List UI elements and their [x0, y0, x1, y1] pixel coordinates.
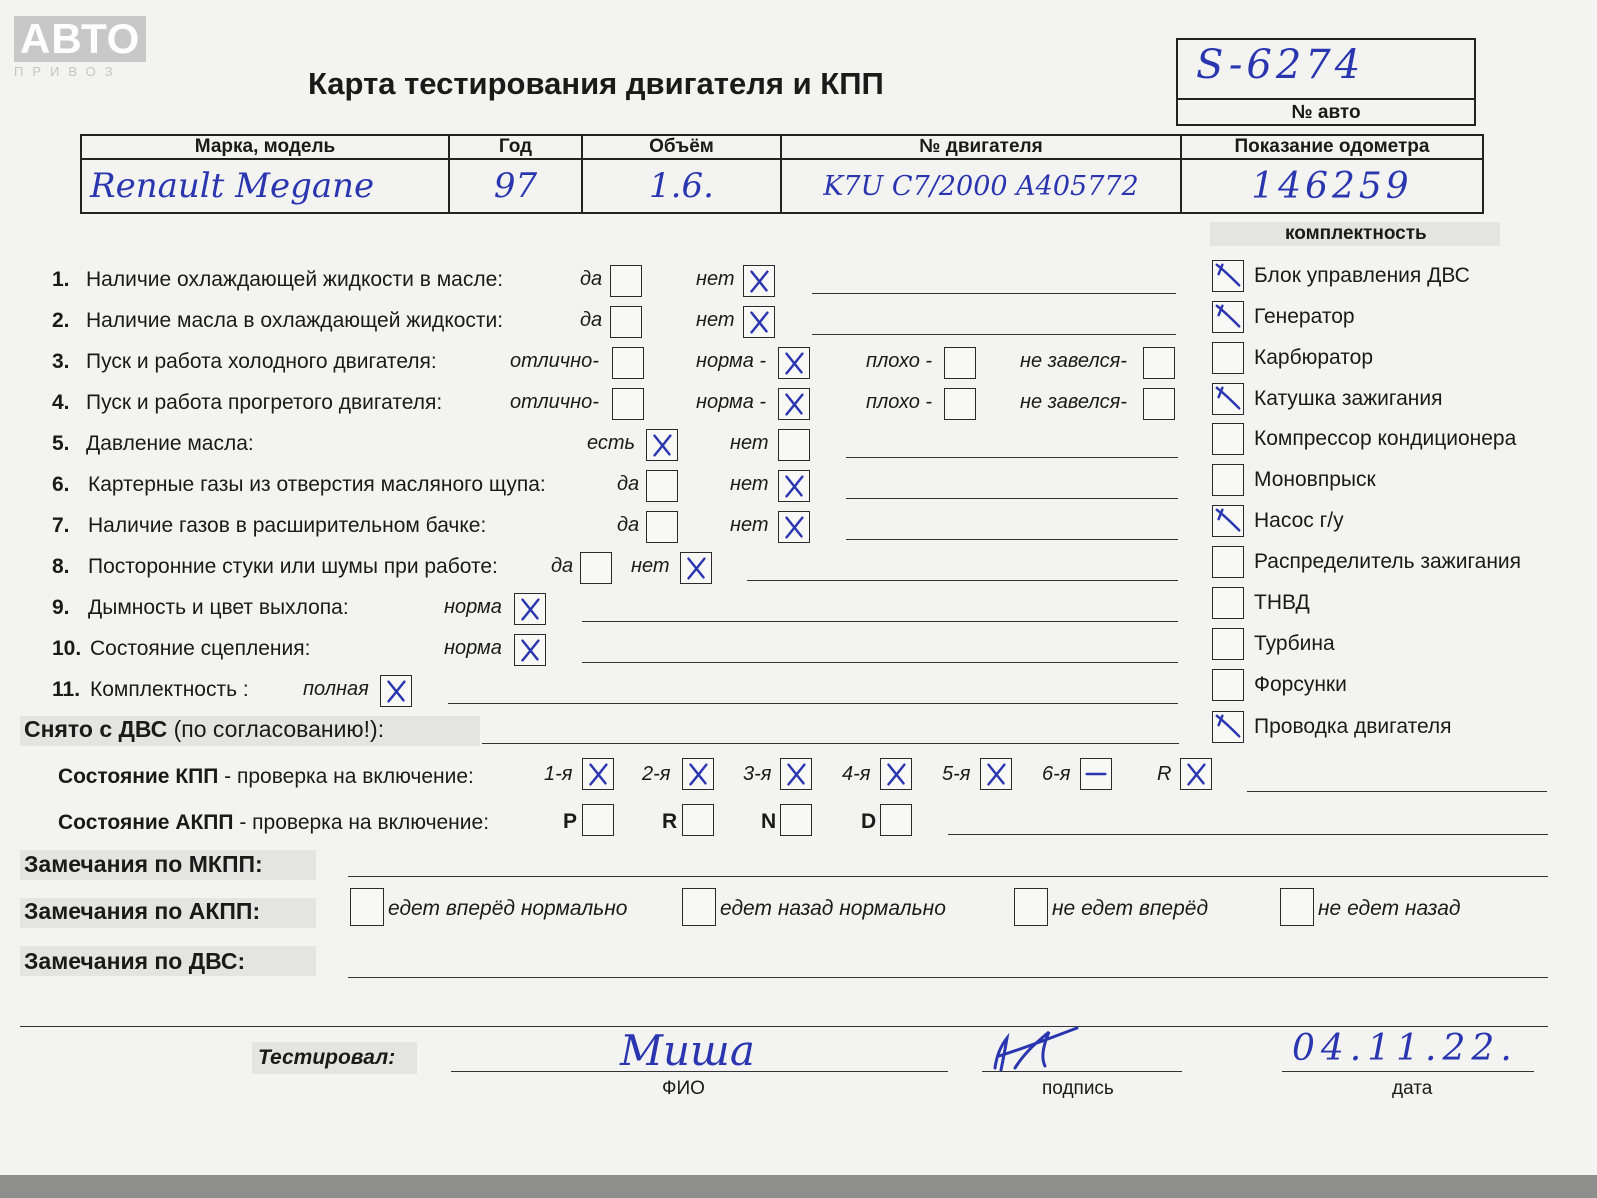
option-label: да	[580, 268, 603, 290]
gear-label: 4-я	[842, 763, 871, 785]
gear-label: R	[1157, 763, 1172, 785]
col-header-odometer: Показание одометра	[1181, 135, 1483, 159]
akpp-mode-label: N	[761, 810, 777, 833]
akpp-mode-checkbox[interactable]	[880, 804, 912, 836]
question-text: Давление масла:	[86, 432, 254, 455]
option-label: отлично-	[510, 350, 599, 372]
question-text: Пуск и работа холодного двигателя:	[86, 350, 437, 373]
option-label: норма -	[696, 350, 767, 372]
tested-by-label: Тестировал:	[258, 1046, 396, 1069]
gear-label: 2-я	[642, 763, 671, 785]
akpp-remark-label: не едет вперёд	[1052, 897, 1209, 920]
option-label: не завелся-	[1020, 391, 1127, 413]
kit-item-label: Блок управления ДВС	[1254, 264, 1470, 287]
answer-line	[582, 662, 1178, 663]
question-number: 6.	[52, 473, 70, 496]
date-label: дата	[1392, 1078, 1433, 1099]
kit-item-label: Распределитель зажигания	[1254, 550, 1522, 573]
gear-checkbox[interactable]	[1180, 758, 1212, 790]
auto-number-value: S-6274	[1196, 42, 1365, 88]
gear-label: 1-я	[544, 763, 573, 785]
question-text: Картерные газы из отверстия масляного щупа:	[88, 473, 546, 496]
option-checkbox[interactable]	[944, 388, 976, 420]
option-checkbox[interactable]	[778, 470, 810, 502]
akpp-remark-label: едет назад нормально	[720, 897, 946, 920]
question-text: Состояние сцепления:	[90, 637, 311, 660]
option-checkbox[interactable]	[380, 675, 412, 707]
question-number: 3.	[52, 350, 70, 373]
remarks-dvs-label: Замечания по ДВС:	[24, 948, 246, 974]
kit-checkbox[interactable]	[1212, 301, 1244, 333]
question-number: 8.	[52, 555, 70, 578]
option-label: плохо -	[866, 391, 933, 413]
answer-line	[747, 580, 1178, 581]
answer-line	[812, 293, 1176, 294]
gear-checkbox[interactable]	[780, 758, 812, 790]
kit-checkbox[interactable]	[1212, 260, 1244, 292]
col-header-engine-no: № двигателя	[781, 135, 1181, 159]
answer-line	[448, 703, 1178, 704]
kit-item-label: Карбюратор	[1254, 346, 1374, 369]
question-number: 11.	[52, 678, 81, 701]
question-number: 10.	[52, 637, 82, 660]
option-label: нет	[631, 555, 670, 577]
option-checkbox[interactable]	[646, 429, 678, 461]
akpp-mode-checkbox[interactable]	[582, 804, 614, 836]
option-checkbox[interactable]	[610, 265, 642, 297]
akpp-mode-label: R	[662, 810, 678, 833]
question-number: 2.	[52, 309, 70, 332]
question-number: 1.	[52, 268, 70, 291]
option-checkbox[interactable]	[944, 347, 976, 379]
kit-checkbox[interactable]	[1212, 383, 1244, 415]
tester-name: Миша	[620, 1026, 755, 1075]
kit-checkbox[interactable]	[1212, 587, 1244, 619]
test-date: 04.11.22.	[1292, 1028, 1518, 1069]
akpp-remark-checkbox[interactable]	[350, 888, 384, 926]
gear-label: 3-я	[743, 763, 772, 785]
card-title: Карта тестирования двигателя и КПП	[308, 66, 884, 101]
kit-checkbox[interactable]	[1212, 464, 1244, 496]
remarks-mkpp-label: Замечания по МКПП:	[24, 851, 263, 877]
akpp-remark-checkbox[interactable]	[682, 888, 716, 926]
kit-item-label: Компрессор кондиционера	[1254, 427, 1517, 450]
kpp-label: Состояние КПП - проверка на включение:	[58, 765, 474, 788]
answer-line	[846, 457, 1178, 458]
option-label: есть	[587, 432, 636, 454]
question-number: 5.	[52, 432, 70, 455]
kit-item-label: ТНВД	[1254, 591, 1310, 614]
auto-number-box	[1176, 38, 1476, 126]
logo	[14, 16, 146, 79]
fio-label: ФИО	[662, 1078, 705, 1099]
kit-checkbox[interactable]	[1212, 505, 1244, 537]
kit-item-label: Генератор	[1254, 305, 1355, 328]
kit-item-label: Турбина	[1254, 632, 1335, 655]
gear-checkbox[interactable]	[980, 758, 1012, 790]
kit-checkbox[interactable]	[1212, 669, 1244, 701]
kit-item-label: Форсунки	[1254, 673, 1347, 696]
option-checkbox[interactable]	[612, 388, 644, 420]
question-number: 4.	[52, 391, 70, 414]
kit-checkbox[interactable]	[1212, 342, 1244, 374]
option-checkbox[interactable]	[610, 306, 642, 338]
answer-line	[582, 621, 1178, 622]
option-label: нет	[730, 473, 769, 495]
question-text: Комплектность :	[90, 678, 249, 701]
question-text: Наличие масла в охлаждающей жидкости:	[86, 309, 504, 332]
option-label: нет	[696, 309, 735, 331]
option-label: да	[617, 473, 640, 495]
gear-checkbox[interactable]	[1080, 758, 1112, 790]
option-checkbox[interactable]	[778, 388, 810, 420]
col-header-model: Марка, модель	[81, 135, 449, 159]
option-label: да	[580, 309, 603, 331]
kit-title: комплектность	[1285, 223, 1427, 244]
answer-line	[812, 334, 1176, 335]
gear-label: 5-я	[942, 763, 971, 785]
logo-text: АВТО	[14, 16, 146, 62]
logo-subtext: ПРИВОЗ	[14, 64, 122, 79]
kit-item-label: Насос г/у	[1254, 509, 1344, 532]
answer-line	[846, 498, 1178, 499]
value-odometer: 146259	[1181, 159, 1483, 213]
value-engine-no: K7U C7/2000 A405772	[781, 159, 1181, 213]
option-checkbox[interactable]	[1143, 388, 1175, 420]
option-label: да	[551, 555, 574, 577]
kit-checkbox[interactable]	[1212, 423, 1244, 455]
option-checkbox[interactable]	[646, 511, 678, 543]
kit-item-label: Проводка двигателя	[1254, 715, 1452, 738]
signature-label: подпись	[1042, 1078, 1114, 1099]
col-header-year: Год	[449, 135, 582, 159]
question-text: Наличие охлаждающей жидкости в масле:	[86, 268, 504, 291]
signature	[985, 1018, 1095, 1074]
question-text: Дымность и цвет выхлопа:	[88, 596, 349, 619]
option-checkbox[interactable]	[743, 265, 775, 297]
question-text: Посторонние стуки или шумы при работе:	[88, 555, 498, 578]
option-label: нет	[730, 432, 769, 454]
option-label: норма	[444, 637, 502, 659]
gear-checkbox[interactable]	[880, 758, 912, 790]
value-year: 97	[449, 159, 582, 213]
kit-checkbox[interactable]	[1212, 628, 1244, 660]
gear-label: 6-я	[1042, 763, 1071, 785]
option-label: плохо -	[866, 350, 933, 372]
option-label: не завелся-	[1020, 350, 1127, 372]
option-checkbox[interactable]	[580, 552, 612, 584]
option-checkbox[interactable]	[778, 347, 810, 379]
removed-label: Снято с ДВС (по согласованию!):	[24, 716, 385, 742]
col-header-volume: Объём	[582, 135, 781, 159]
option-checkbox[interactable]	[612, 347, 644, 379]
gear-checkbox[interactable]	[582, 758, 614, 790]
akpp-remark-checkbox[interactable]	[1014, 888, 1048, 926]
akpp-mode-checkbox[interactable]	[682, 804, 714, 836]
option-checkbox[interactable]	[778, 511, 810, 543]
akpp-mode-label: P	[563, 810, 578, 833]
vehicle-info-table	[80, 134, 1484, 214]
option-checkbox[interactable]	[514, 593, 546, 625]
option-checkbox[interactable]	[514, 634, 546, 666]
option-label: да	[617, 514, 640, 536]
option-label: норма	[444, 596, 502, 618]
akpp-mode-checkbox[interactable]	[780, 804, 812, 836]
akpp-mode-label: D	[861, 810, 877, 833]
option-checkbox[interactable]	[778, 429, 810, 461]
akpp-remark-label: едет вперёд нормально	[388, 897, 628, 920]
option-checkbox[interactable]	[743, 306, 775, 338]
value-volume: 1.6.	[582, 159, 781, 213]
kit-checkbox[interactable]	[1212, 546, 1244, 578]
option-label: нет	[696, 268, 735, 290]
gear-checkbox[interactable]	[682, 758, 714, 790]
option-checkbox[interactable]	[1143, 347, 1175, 379]
kit-checkbox[interactable]	[1212, 711, 1244, 743]
option-label: норма -	[696, 391, 767, 413]
question-number: 7.	[52, 514, 70, 537]
kit-item-label: Моновпрыск	[1254, 468, 1376, 491]
akpp-remark-checkbox[interactable]	[1280, 888, 1314, 926]
akpp-label: Состояние АКПП - проверка на включение:	[58, 811, 490, 834]
remarks-akpp-label: Замечания по АКПП:	[24, 898, 261, 924]
answer-line	[846, 539, 1178, 540]
akpp-remark-label: не едет назад	[1318, 897, 1461, 920]
option-checkbox[interactable]	[680, 552, 712, 584]
value-model: Renault Megane	[81, 159, 449, 213]
question-number: 9.	[52, 596, 70, 619]
auto-number-label: № авто	[1291, 102, 1361, 123]
option-checkbox[interactable]	[646, 470, 678, 502]
kit-item-label: Катушка зажигания	[1254, 387, 1443, 410]
option-label: полная	[303, 678, 369, 700]
question-text: Наличие газов в расширительном бачке:	[88, 514, 487, 537]
option-label: отлично-	[510, 391, 599, 413]
option-label: нет	[730, 514, 769, 536]
question-text: Пуск и работа прогретого двигателя:	[86, 391, 443, 414]
